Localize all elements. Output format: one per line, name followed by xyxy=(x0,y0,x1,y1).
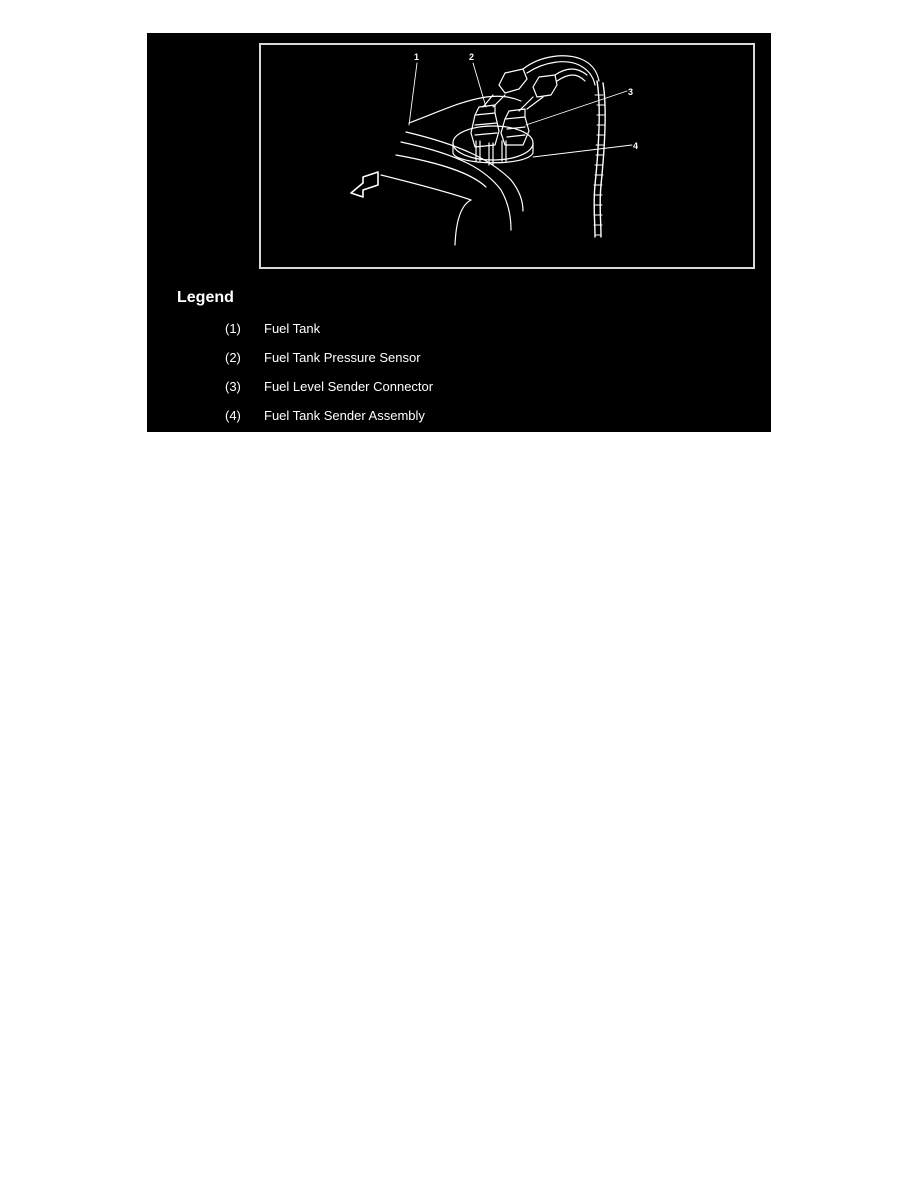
fuel-tank-diagram xyxy=(261,45,753,267)
legend-item-label: Fuel Tank Pressure Sensor xyxy=(264,350,421,365)
callout-1: 1 xyxy=(414,52,420,62)
legend-item-label: Fuel Level Sender Connector xyxy=(264,379,434,394)
figure-block xyxy=(147,33,771,432)
legend-title: Legend xyxy=(177,289,234,306)
callout-2: 2 xyxy=(469,52,475,62)
diagram-frame xyxy=(259,43,755,269)
legend-item-number: (2) xyxy=(225,350,241,365)
legend-item-number: (3) xyxy=(225,379,241,394)
legend-item-number: (4) xyxy=(225,408,241,423)
legend-item-label: Fuel Tank Sender Assembly xyxy=(264,408,425,423)
callout-4: 4 xyxy=(633,141,639,151)
legend-item-number: (1) xyxy=(225,321,241,336)
callout-3: 3 xyxy=(628,87,634,97)
legend-item-label: Fuel Tank xyxy=(264,321,321,336)
